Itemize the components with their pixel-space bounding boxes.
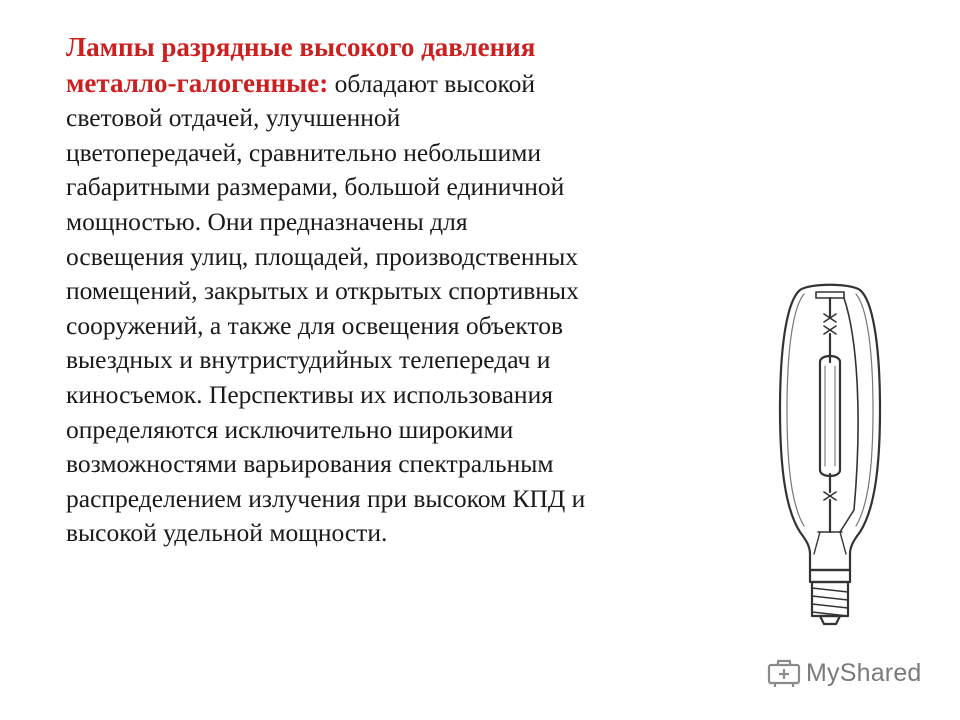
body-line: мощностью. Они предназначены для: [66, 206, 468, 236]
watermark-label: MyShared: [806, 658, 922, 687]
slide-text: [66, 30, 736, 551]
heading-line-1: [66, 30, 736, 66]
body-line: сооружений, а также для освещения объектов: [66, 310, 564, 340]
body-line: освещения улиц, площадей, производственных: [66, 241, 578, 271]
heading-text-2: металло-галогенные:: [66, 67, 329, 98]
body-line: обладают высокой: [328, 68, 535, 98]
heading-text-1: Лампы разрядные высокого давления: [66, 32, 536, 62]
body-line: высокой удельной мощности.: [66, 518, 388, 548]
metal-halide-lamp-icon: [770, 270, 890, 630]
body-line: киносъемок. Перспективы их использования: [66, 379, 553, 409]
body-line: определяются исключительно широкими: [66, 414, 514, 444]
body-line: световой отдачей, улучшенной: [66, 103, 401, 133]
myshared-logo-icon: [766, 657, 802, 689]
body-line: цветопередачей, сравнительно небольшими: [66, 137, 541, 167]
watermark: [766, 656, 936, 690]
body-line: помещений, закрытых и открытых спортивных: [66, 276, 579, 306]
body-line: возможностями варьирования спектральным: [66, 449, 554, 479]
heading-line-2: [66, 66, 736, 102]
body-line: выездных и внутристудийных телепередач и: [66, 345, 551, 375]
body-line: габаритными размерами, большой единичной: [66, 172, 565, 202]
body-line: распределением излучения при высоком КПД и: [66, 483, 586, 513]
